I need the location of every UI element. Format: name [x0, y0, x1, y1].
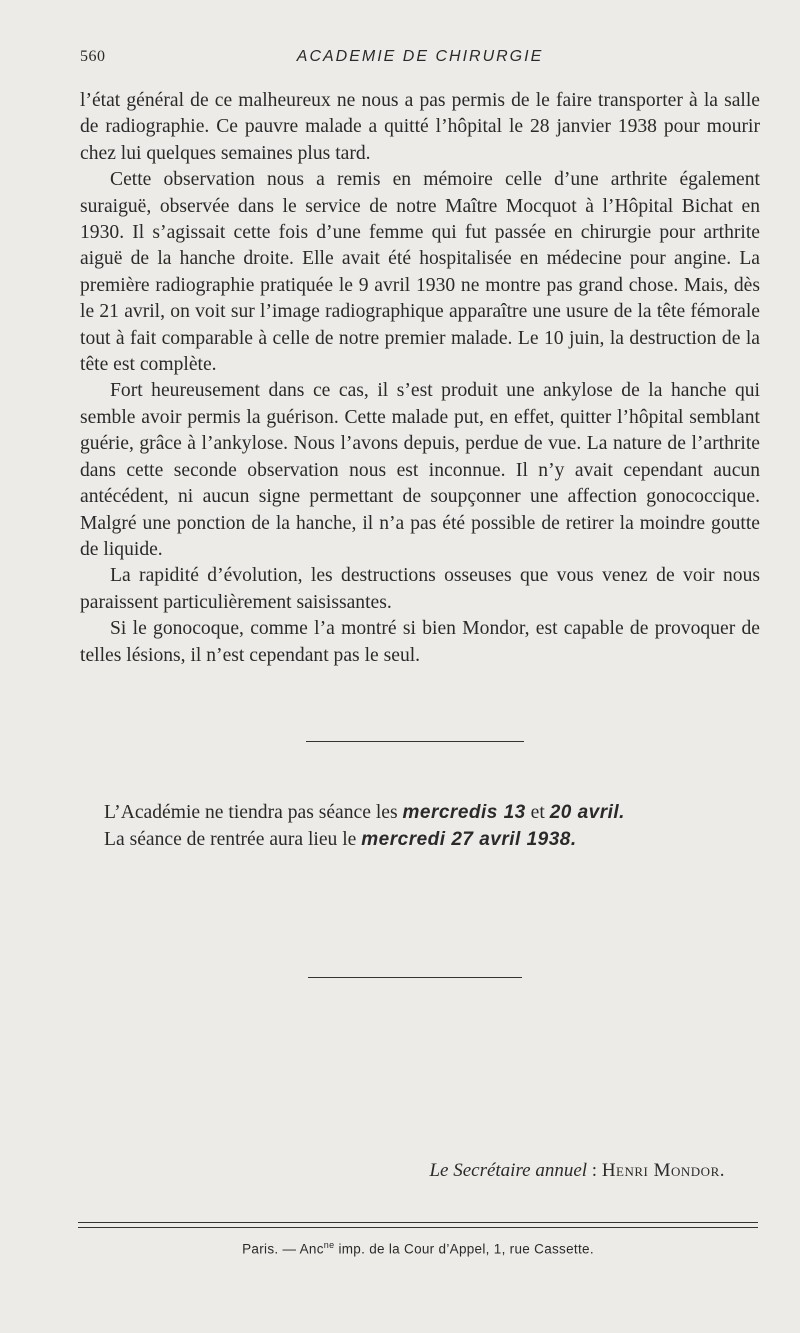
paragraph-second-observation: Cette observation nous a remis en mémoire celle d’une arthrite également suraiguë, observée dans le service de notre Maître Mocquot à l’Hôpital Bichat en 1930. Il s’agissait cette fois d’une femme qui fut passée en chirurgie pour arthrite aiguë de la hanche droite. Elle avait été hospitalisée en médecine pour angine. La première radiographie pratiquée le 9 avril 1930 ne montre pas grand chose. Mais, dès le 21 avril, on voit sur l’image radiographique apparaître une usure de la tête fémorale tout à fait comparable à celle de notre premier malade. Le 10 juin, la destruction de la tête est complète.	[80, 169, 760, 376]
notice-text: et	[525, 802, 550, 823]
signature	[429, 1160, 725, 1182]
signature-separator: :	[587, 1160, 602, 1181]
imprint-text: imp. de la Cour d’Appel, 1, rue Cassette.	[334, 1241, 594, 1257]
section-divider	[308, 977, 522, 978]
paragraph-rapidity: La rapidité d’évolution, les destructions osseuses que vous venez de voir nous paraissent particulièrement saisissantes.	[80, 565, 760, 613]
notice-line-2	[80, 827, 760, 854]
section-divider	[306, 741, 524, 742]
footer-rule	[78, 1222, 758, 1223]
notice-date: 20 avril.	[549, 802, 625, 823]
notice-date: mercredi 27 avril 1938.	[361, 828, 577, 850]
session-notice	[80, 800, 760, 853]
notice-line-1	[80, 800, 760, 827]
notice-date: mercredis 13	[402, 802, 526, 823]
notice-text: L’Académie ne tiendra pas séance les	[104, 802, 403, 823]
imprint-text: Paris. — Anc	[242, 1241, 324, 1257]
running-title: ACADEMIE DE CHIRURGIE	[296, 48, 544, 65]
page-header	[80, 48, 760, 72]
page-number: 560	[80, 48, 106, 65]
footer-rule	[78, 1227, 758, 1228]
imprint-superscript: ne	[323, 1240, 335, 1250]
printer-imprint	[78, 1240, 758, 1257]
body-text	[80, 88, 760, 669]
signature-role: Le Secrétaire annuel	[429, 1160, 588, 1181]
notice-text: La séance de rentrée aura lieu le	[104, 828, 362, 850]
paragraph-ankylosis: Fort heureusement dans ce cas, il s’est produit une ankylose de la hanche qui semble avoir permis la guérison. Cette malade put, en effet, quitter l’hôpital semblant guérie, grâce à l’ankylose. Nous l’avons depuis, perdue de vue. La nature de l’arthrite dans cette seconde observation nous est inconnue. Il n’y avait cependant aucun antécédent, ni aucun signe permettant de soupçonner une affection gonococcique. Malgré une ponction de la hanche, il n’a pas été possible de retirer la moindre goutte de liquide.	[80, 380, 760, 560]
paragraph-gonococcus: Si le gonocoque, comme l’a montré si bien Mondor, est capable de provoquer de telles lésions, il n’est cependant pas le seul.	[80, 618, 760, 666]
paragraph-continuation: l’état général de ce malheureux ne nous a pas permis de le faire transporter à la salle de radiographie. Ce pauvre malade a quitté l’hôpital le 28 janvier 1938 pour mourir chez lui quelques semaines plus tard.	[80, 90, 760, 164]
signature-name: Henri Mondor.	[601, 1160, 725, 1181]
